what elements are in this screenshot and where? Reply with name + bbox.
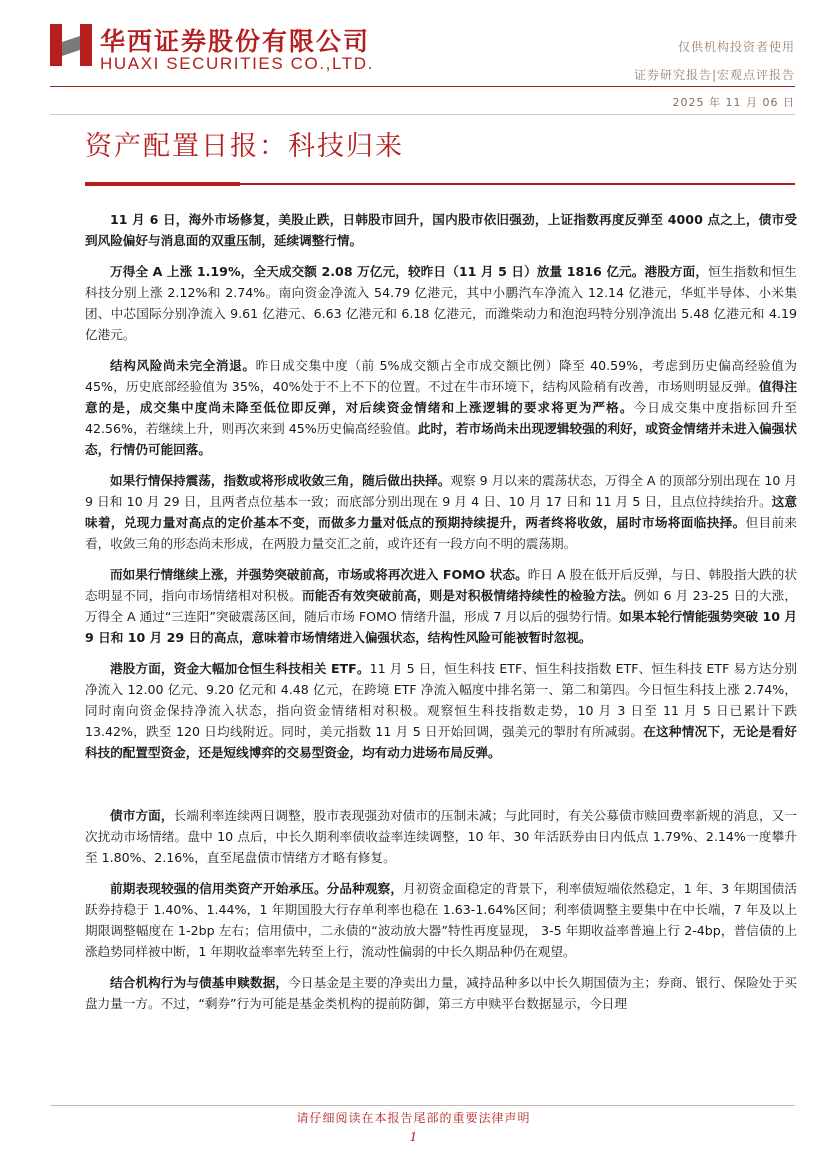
- paragraph: [85, 972, 797, 1014]
- emphasis-text: 如果行情保持震荡，指数或将形成收敛三角，随后做出抉择。: [110, 473, 451, 488]
- paragraph: [85, 805, 797, 868]
- header-divider: [50, 86, 795, 87]
- paragraph: [85, 878, 797, 962]
- emphasis-text: 而如果行情继续上涨，并强势突破前高，市场或将再次进入 FOMO 状态。: [110, 567, 528, 582]
- paragraph: [85, 564, 797, 648]
- emphasis-text: 值得注意的是，成交集中度尚未降至低位即反弹，对后续资金情绪和上涨逻辑的要求将更为严格。: [85, 379, 798, 415]
- company-name-cn: 华西证券股份有限公司: [100, 27, 371, 56]
- title-accent-bar: [85, 182, 240, 186]
- company-name-en: HUAXI SECURITIES CO.,LTD.: [100, 54, 374, 73]
- emphasis-text: 此时，若市场尚未出现逻辑较强的利好，或资金情绪并未进入偏强状态，行情仍可能回落。: [85, 421, 797, 457]
- body-text: 昨日 A 股在低开后反弹，与日、韩股指大跌的状态明显不同，指向市场情绪相对积极。: [85, 567, 797, 603]
- paragraph: [85, 658, 797, 763]
- body-text: 恒生指数和恒生科技分别上涨 2.12%和 2.74%。南向资金净流入 54.79 亿港元，其中小鹏汽车净流入 12.14 亿港元，华虹半导体、小米集团、中芯国际分别净流入 9.61 亿港元、6.63 亿港元和 6.18 亿港元，而潍柴动力和泡泡玛特分别净流出 5.48 亿港元和 4.19 亿港元。: [85, 264, 798, 342]
- report-title: 资产配置日报：科技归来: [85, 131, 404, 162]
- emphasis-text: 这意味着，兑现力量对高点的定价基本不变，而做多力量对低点的预期持续提升，两者终将收敛，届时市场将面临抉择。: [85, 494, 797, 530]
- emphasis-text: 结构风险尚未完全消退。: [110, 358, 256, 373]
- body-text: 昨日成交集中度（前 5%成交额占全市成交额比例）降至 40.59%，考虑到历史偏高经验值为 45%，历史底部经验值为 35%，40%处于不上不下的位置。不过在牛市环境下，结构风险稍有改善，市场则明显反弹。: [85, 358, 798, 394]
- emphasis-text: 如果本轮行情能强势突破 10 月 9 日和 10 月 29 日的高点，意味着市场情绪进入偏强状态，结构性风险可能被暂时忽视。: [85, 609, 797, 645]
- huaxi-logo-icon: [50, 22, 94, 68]
- emphasis-text: 而能否有效突破前高，则是对积极情绪持续性的检验方法。: [301, 588, 634, 603]
- audience-tagline: 仅供机构投资者使用: [677, 40, 795, 54]
- emphasis-text: 11 月 6 日，海外市场修复，美股止跌，日韩股市回升，国内股市依旧强劲，上证指数再度反弹至 4000 点之上，债市受到风险偏好与消息面的双重压制，延续调整行情。: [85, 212, 797, 248]
- footer-divider: [50, 1105, 795, 1106]
- emphasis-text: 港股方面，资金大幅加仓恒生科技相关 ETF。: [110, 661, 370, 676]
- paragraph: [85, 261, 797, 345]
- legal-disclaimer-link[interactable]: 请仔细阅读在本报告尾部的重要法律声明: [296, 1111, 531, 1125]
- body-text: 但目前来看，收敛三角的形态尚未形成，在两股力量交汇之前，或许还有一段方向不明的震荡期。: [85, 515, 798, 551]
- body-text: 今日基金是主要的净卖出力量，减持品种多以中长久期国债为主；券商、银行、保险处于买盘力量一方。不过，“剩券”行为可能是基金类机构的提前防御，第三方申赎平台数据显示，今日理: [85, 975, 798, 1011]
- body-text: 例如 6 月 23-25 日的大涨，万得全 A 通过“三连阳”突破震荡区间，随后市场 FOMO 情绪升温，形成 7 月以后的强势行情。: [85, 588, 798, 624]
- page-number: 1: [409, 1130, 418, 1144]
- paragraph: [85, 470, 797, 554]
- report-series: 证券研究报告|宏观点评报告: [633, 68, 795, 82]
- paragraph: [85, 209, 797, 251]
- emphasis-text: 在这种情况下，无论是看好科技的配置型资金，还是短线博弈的交易型资金，均有动力进场布局反弹。: [85, 724, 798, 760]
- body-text: 11 月 5 日，恒生科技 ETF、恒生科技指数 ETF、恒生科技 ETF 易方达分别净流入 12.00 亿元、9.20 亿元和 4.48 亿元，在跨境 ETF 净流入幅度中排名第一、第二和第四。今日恒生科技上涨 2.74%，同时南向资金保持净流入状态，指向资金情绪相对积极。观察恒生科技指数走势，10 月 3 日至 11 月 5 日已累计下跌 13.42%，跌至 120 日均线附近。同时，美元指数 11 月 5 日开始回调，强美元的掣肘有所减弱。: [85, 661, 797, 739]
- report-body: [85, 209, 797, 1014]
- date-divider: [50, 114, 795, 115]
- body-text: 观察 9 月以来的震荡状态，万得全 A 的顶部分别出现在 10 月 9 日和 10 月 29 日，且两者点位基本一致；而底部分别出现在 9 月 4 日、10 月 17 日和 11 月 5 日，且点位持续抬升。: [85, 473, 798, 509]
- body-text: 长端利率连续两日调整，股市表现强劲对债市的压制未减；与此同时，有关公募债市赎回费率新规的消息，又一次扰动市场情绪。盘中 10 点后，中长久期利率债收益率连续调整，10 年、30 年活跃券由日内低点 1.79%、2.14%一度攀升至 1.80%、2.16%，直至尾盘债市情绪方才略有修复。: [85, 808, 798, 865]
- emphasis-text: 债市方面，: [110, 808, 174, 823]
- emphasis-text: 结合机构行为与债基申赎数据，: [110, 975, 289, 990]
- body-text: 月初资金面稳定的背景下，利率债短端依然稳定，1 年、3 年期国债活跃券持稳于 1.40%、1.44%，1 年期国股大行存单利率也稳在 1.63-1.64%区间；利率债调整主要集中在中长端，7 年及以上期限调整幅度在 1-2bp 左右；信用债中，二永债的“波动放大器”特性再度显现， 3-5 年期收益率普遍上行 2-4bp，普信债的上涨趋势同样被中断，1 年期收益率率先转至上行，流动性偏弱的中长久期品种仍在观望。: [85, 881, 797, 959]
- body-text: 今日成交集中度指标回升至 42.56%，若继续上升，则再次来到 45%历史偏高经验值。: [85, 400, 798, 436]
- report-date: 2025 年 11 月 06 日: [672, 96, 795, 109]
- emphasis-text: 前期表现较强的信用类资产开始承压。分品种观察，: [110, 881, 404, 896]
- emphasis-text: 万得全 A 上涨 1.19%，全天成交额 2.08 万亿元，较昨日（11 月 5 日）放量 1816 亿元。港股方面，: [110, 264, 709, 279]
- title-underline: [240, 183, 795, 185]
- paragraph: [85, 355, 797, 460]
